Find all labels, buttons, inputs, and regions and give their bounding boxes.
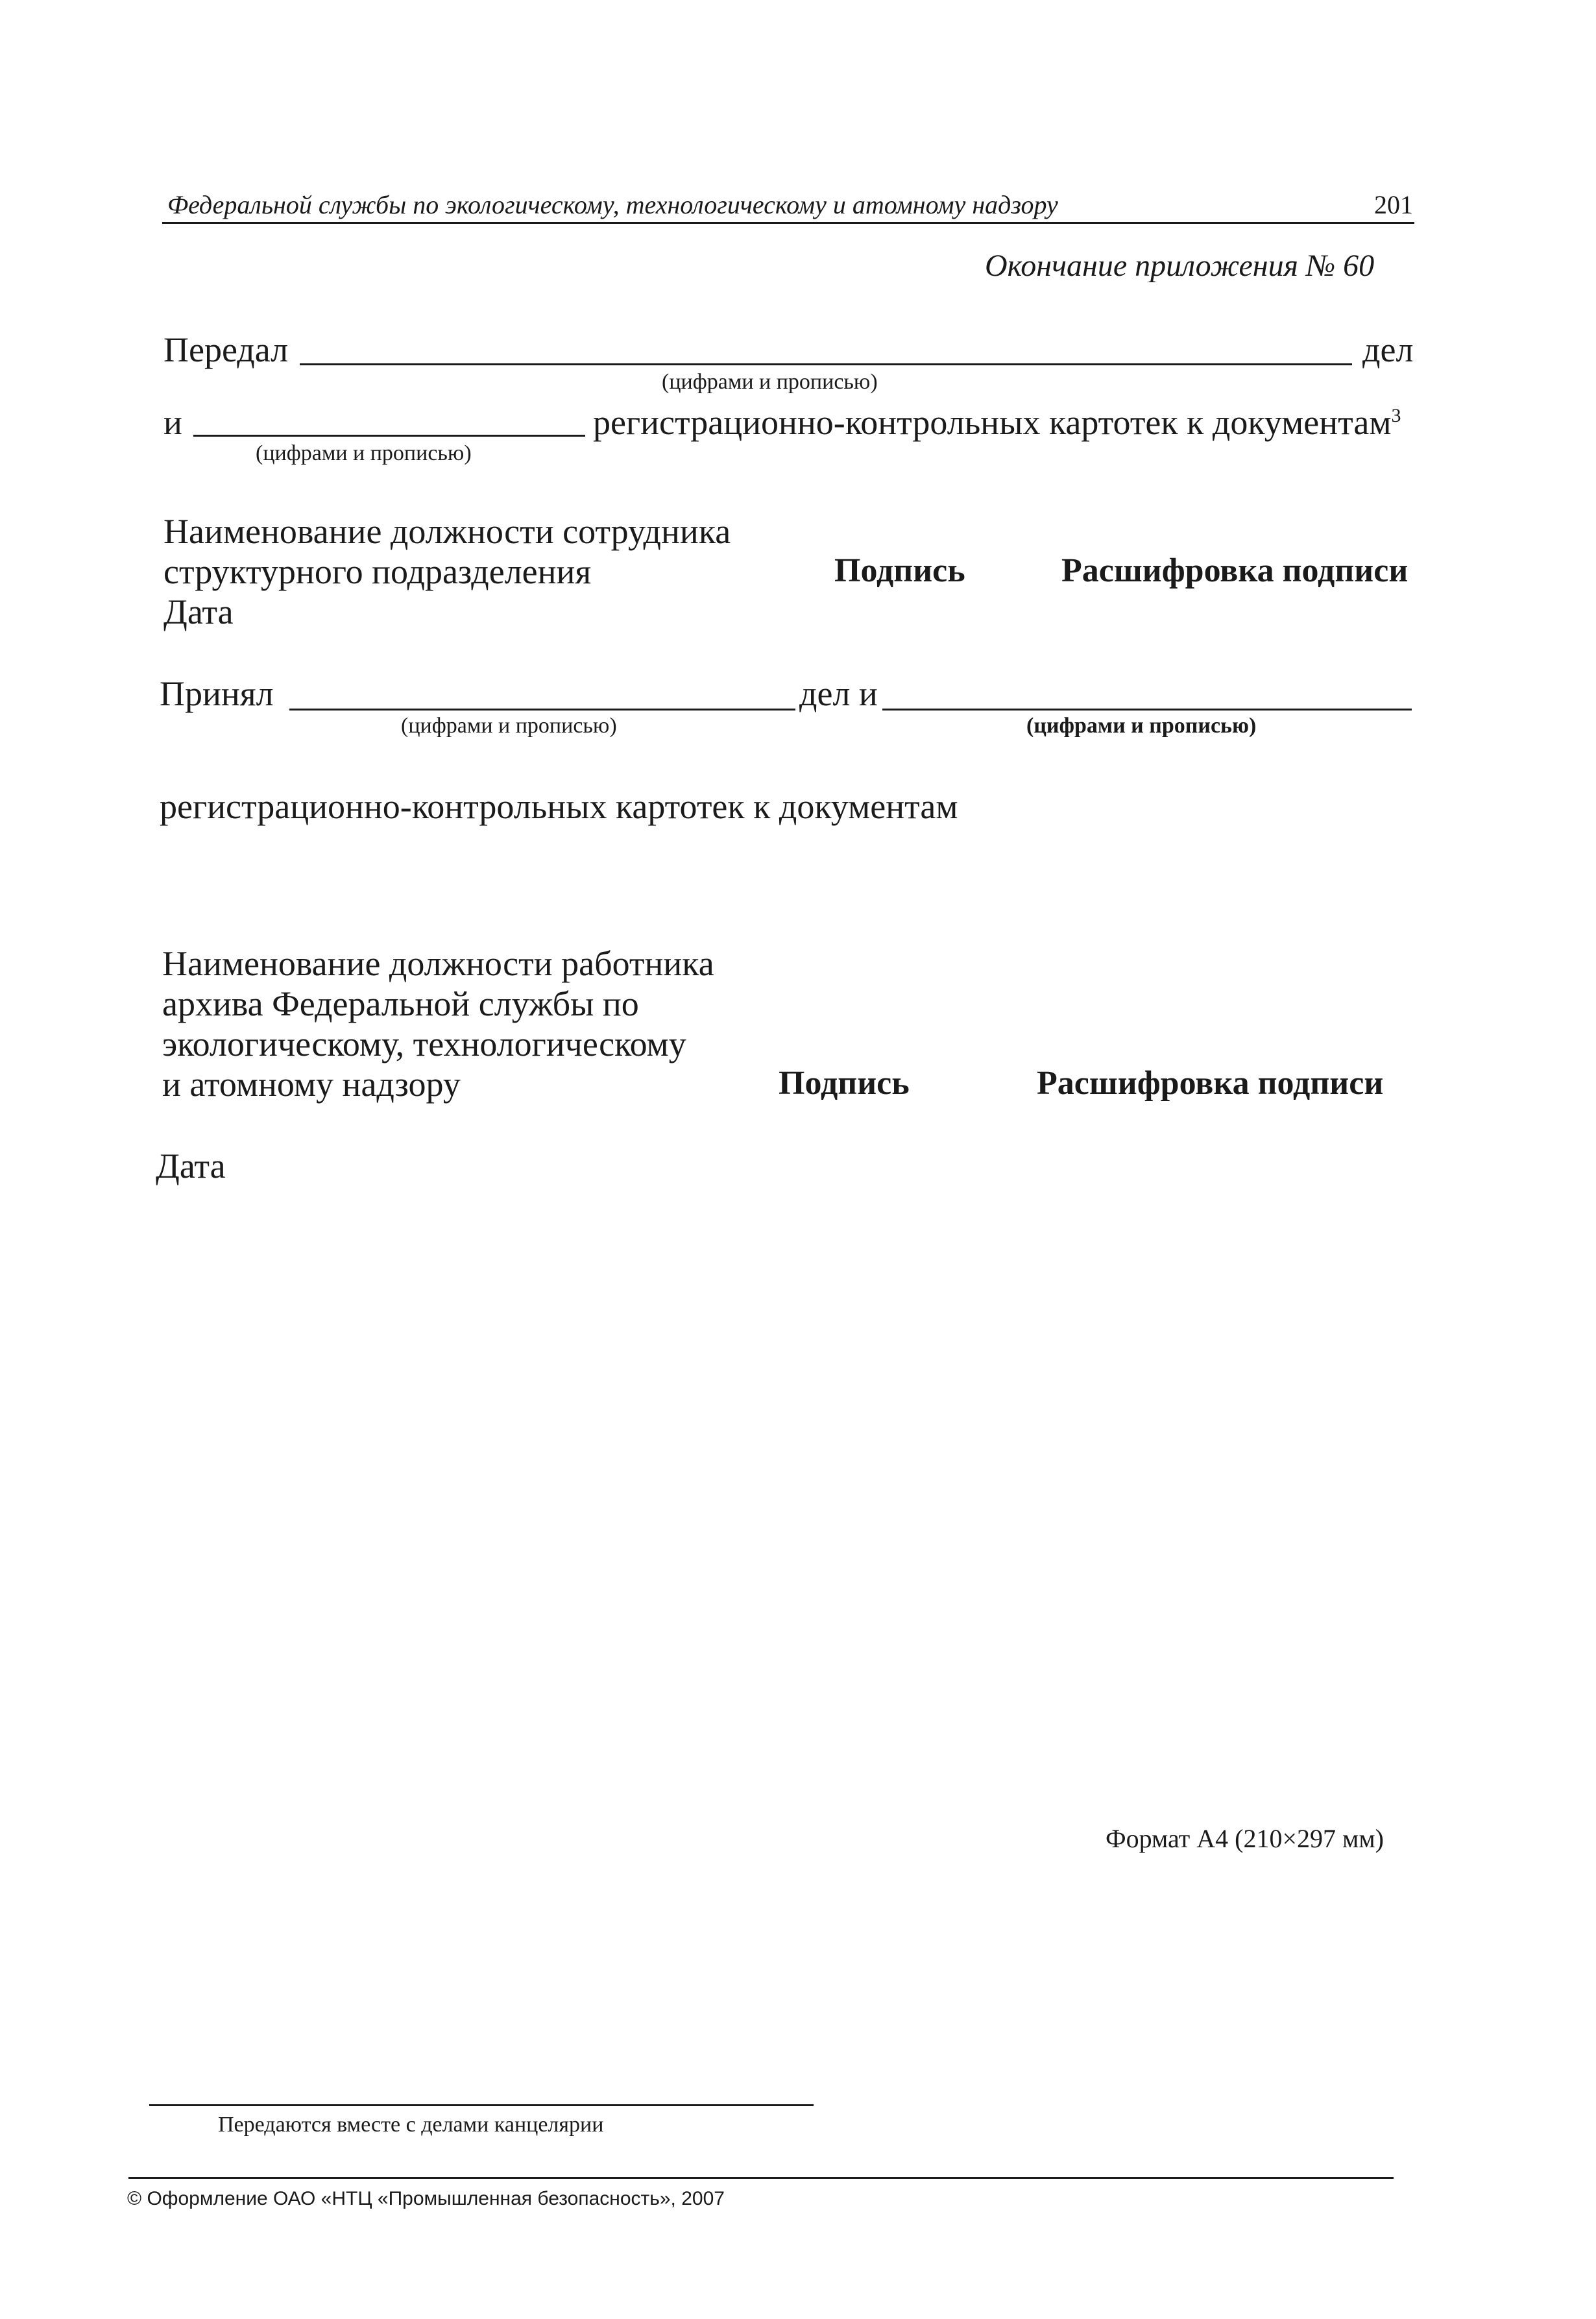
received-cards-text: регистрационно-контрольных картотек к документам — [160, 787, 958, 826]
received-cases-blank[interactable] — [289, 709, 795, 710]
signature-decoding-label-1: Расшифровка подписи — [1061, 552, 1409, 589]
footnote-marker: 3 — [1391, 405, 1401, 426]
running-header-title: Федеральной службы по экологическому, технологическому и атомному надзору — [167, 190, 1058, 219]
cards-text — [593, 402, 1401, 443]
position-title-line-1: Наименование должности сотрудника — [163, 512, 731, 551]
transferred-cards-hint: (цифрами и прописью) — [256, 441, 472, 465]
appendix-label: Окончание приложения № 60 — [985, 249, 1375, 283]
received-middle-text: дел и — [799, 674, 878, 713]
transferred-cases-hint: (цифрами и прописью) — [662, 370, 878, 394]
cards-text-main: регистрационно-контрольных картотек к документам — [593, 403, 1392, 442]
header-rule — [162, 222, 1414, 224]
signature-label-2: Подпись — [779, 1065, 910, 1102]
archive-position-line-1: Наименование должности работника — [162, 944, 714, 983]
transferred-cases-blank[interactable] — [300, 363, 1352, 365]
archive-position-line-3: экологическому, технологическому — [162, 1025, 686, 1063]
archive-position-line-4: и атомному надзору — [162, 1065, 461, 1104]
transferred-cards-blank[interactable] — [193, 435, 585, 437]
date-label-1: Дата — [163, 592, 234, 631]
date-label-2: Дата — [156, 1147, 226, 1185]
received-cases-hint: (цифрами и прописью) — [401, 714, 617, 738]
format-note: Формат А4 (210×297 мм) — [1106, 1824, 1384, 1853]
and-word: и — [163, 403, 182, 442]
received-cards-hint: (цифрами и прописью) — [1026, 714, 1257, 738]
signature-label-1: Подпись — [834, 552, 965, 589]
cases-word: дел — [1362, 330, 1414, 369]
page-number: 201 — [1374, 190, 1413, 219]
received-label: Принял — [160, 674, 274, 713]
position-title-line-2: структурного подразделения — [163, 552, 592, 591]
transferred-label: Передал — [163, 330, 289, 369]
archive-position-line-2: архива Федеральной службы по — [162, 984, 639, 1023]
footnote-rule — [149, 2104, 814, 2106]
received-cards-blank[interactable] — [882, 709, 1412, 710]
footer-rule — [128, 2177, 1394, 2179]
footer-copyright: © Оформление ОАО «НТЦ «Промышленная безопасность», 2007 — [127, 2188, 725, 2209]
footnote-text: Передаются вместе с делами канцелярии — [218, 2113, 604, 2137]
signature-decoding-label-2: Расшифровка подписи — [1037, 1065, 1384, 1102]
